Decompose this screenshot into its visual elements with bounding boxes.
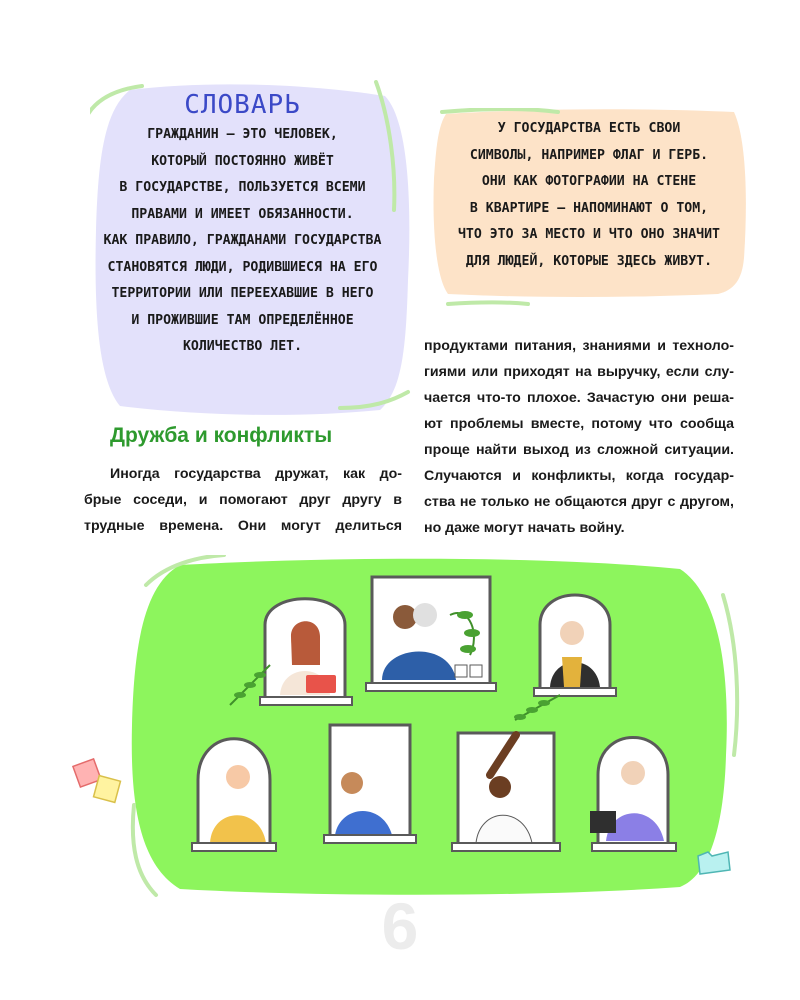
body-line: проще найти выход из сложной ситуации. bbox=[424, 442, 734, 458]
neighbors-windows-illustration bbox=[120, 555, 740, 900]
body-column-right bbox=[424, 333, 734, 541]
window-couple bbox=[366, 577, 496, 691]
body-line: но даже могут начать войну. bbox=[424, 520, 625, 536]
body-line: ства не только не общаются друг с другом, bbox=[424, 494, 734, 510]
body-line: Иногда государства дружат, как до- bbox=[110, 466, 402, 482]
vocabulary-title: СЛОВАРЬ bbox=[184, 90, 301, 120]
sticky-notes-icon bbox=[72, 758, 128, 808]
window-elderly-man bbox=[192, 739, 276, 851]
body-line: продуктами питания, знаниями и техноло- bbox=[424, 338, 734, 354]
folder-icon bbox=[694, 846, 734, 878]
symbols-note: У ГОСУДАРСТВА ЕСТЬ СВОИ СИМВОЛЫ, НАПРИМЕР ФЛАГ И ГЕРБ. ОНИ КАК ФОТОГРАФИИ НА СТЕНЕ В КВАРТИРЕ — НАПОМИНАЮТ О ТОМ, ЧТО ЭТО ЗА МЕСТО И ЧТО ОНО ЗНАЧИТ ДЛЯ ЛЮДЕЙ, КОТОРЫЕ ЗДЕСЬ ЖИВУТ. bbox=[457, 121, 720, 269]
body-line: брые соседи, и помогают друг другу в bbox=[84, 492, 402, 508]
body-line: чается что-то плохое. Зачастую они реша- bbox=[424, 390, 734, 406]
body-column-left bbox=[84, 461, 402, 539]
vocabulary-definition: ГРАЖДАНИН — ЭТО ЧЕЛОВЕК, КОТОРЫЙ ПОСТОЯННО ЖИВЁТ В ГОСУДАРСТВЕ, ПОЛЬЗУЕТСЯ ВСЕМИ ПРАВАМИ И ИМЕЕТ ОБЯЗАННОСТИ. КАК ПРАВИЛО, ГРАЖДАНАМИ ГОСУДАРСТВА СТАНОВЯТСЯ ЛЮДИ, РОДИВШИЕСЯ НА ЕГО ТЕРРИТОРИИ ИЛИ ПЕРЕЕХАВШИЕ В НЕГО И ПРОЖИВШИЕ ТАМ ОПРЕДЕЛЁННОЕ КОЛИЧЕСТВО ЛЕТ. bbox=[103, 127, 382, 354]
window-man-reading bbox=[590, 738, 676, 852]
window-man-blue bbox=[324, 725, 416, 843]
body-line: Случаются и конфликты, когда государ- bbox=[424, 468, 734, 484]
window-man-reaching bbox=[452, 733, 560, 851]
body-line: ют проблемы вместе, потому что сообща bbox=[424, 416, 734, 432]
section-heading: Дружба и конфликты bbox=[110, 424, 333, 447]
page-number: 6 bbox=[381, 889, 419, 963]
body-line: трудные времена. Они могут делиться bbox=[84, 518, 402, 534]
body-line: гиями или приходят на выручку, если слу- bbox=[424, 364, 734, 380]
